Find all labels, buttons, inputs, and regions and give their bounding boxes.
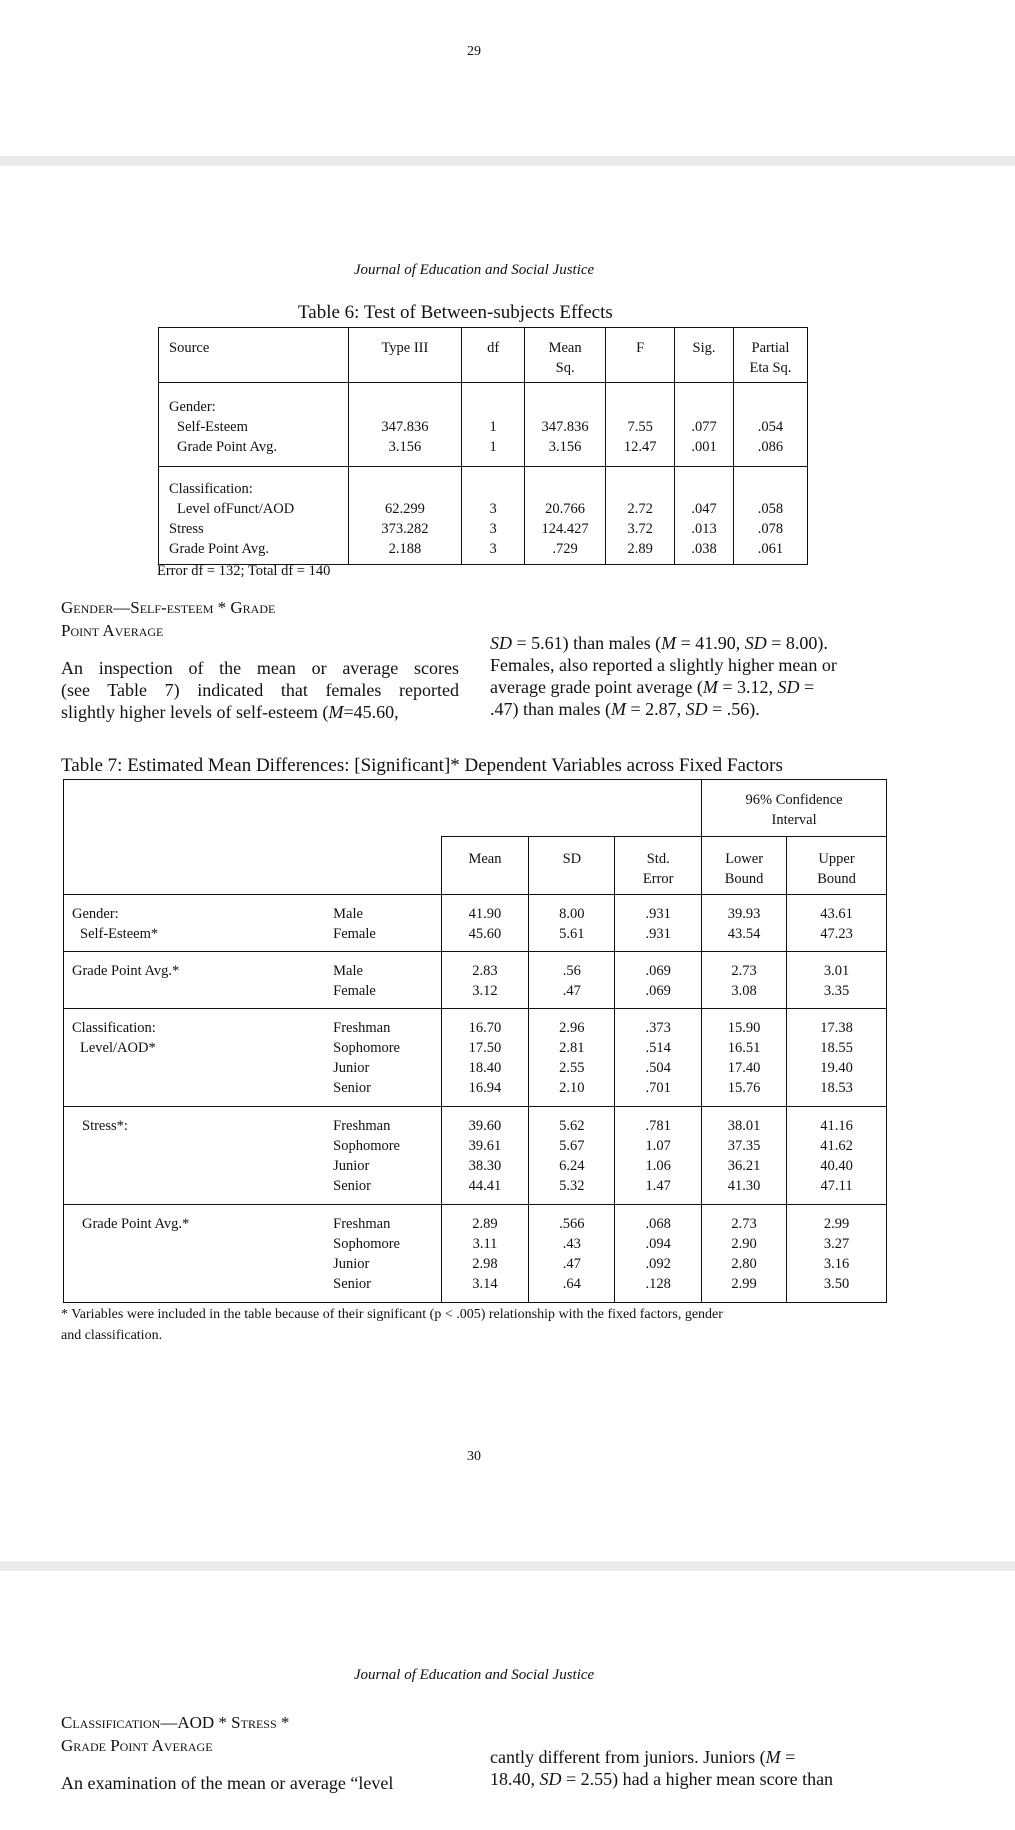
t6-gender-meansq: 347.836 3.156 — [525, 383, 606, 467]
table6-caption: Table 6: Test of Between-subjects Effects — [298, 302, 613, 323]
t6-gender-eta: .054 .086 — [733, 383, 807, 467]
t7-header-lower: Lower Bound — [702, 837, 787, 895]
table7-caption: Table 7: Estimated Mean Differences: [Significant]* Dependent Variables across Fixed Factors — [61, 755, 783, 776]
page-separator — [0, 156, 1015, 166]
table7-footnote: * Variables were included in the table because of their significant (p < .005) relationship with the fixed factors, gender and classification. — [61, 1307, 723, 1343]
t6-gender-type3: 347.836 3.156 — [348, 383, 462, 467]
table6 — [158, 327, 808, 565]
t6-header-df: df — [462, 328, 525, 383]
t6-header-sig: Sig. — [675, 328, 734, 383]
t6-header-eta: Partial Eta Sq. — [733, 328, 807, 383]
t6-class-eta: .058 .078 .061 — [733, 467, 807, 565]
t7-header-sd: SD — [529, 837, 615, 895]
t6-gender-labels: Gender: Self-Esteem Grade Point Avg. — [159, 383, 349, 467]
t6-gender-df: 1 1 — [462, 383, 525, 467]
t6-class-type3: 62.299 373.282 2.188 — [348, 467, 462, 565]
page-number-top: 29 — [467, 44, 481, 59]
t7-header-se: Std. Error — [615, 837, 702, 895]
section2-heading: Classification—AOD * Stress * Grade Point Average — [61, 1713, 290, 1755]
section1-heading: Gender—Self-esteem * Grade Point Average — [61, 598, 276, 640]
page-number-middle: 30 — [467, 1449, 481, 1464]
table6-footnote: Error df = 132; Total df = 140 — [157, 563, 331, 579]
t6-gender-sig: .077 .001 — [675, 383, 734, 467]
t7-ci-header: 96% Confidence Interval — [702, 780, 887, 837]
section1-right-text: SD = 5.61) than males (M = 41.90, SD = 8.00). Females, also reported a slightly higher mean or average grade point average (M = 3.12, SD = .47) than males (M = 2.87, SD = .56). — [490, 633, 837, 719]
journal-title-2: Journal of Education and Social Justice — [353, 1667, 595, 1683]
t6-header-f: F — [606, 328, 675, 383]
section2-right-text: cantly different from juniors. Juniors (M = 18.40, SD = 2.55) had a higher mean score than — [490, 1747, 834, 1789]
t7-header-mean: Mean — [441, 837, 529, 895]
page-separator-2 — [0, 1561, 1015, 1571]
t6-class-sig: .047 .013 .038 — [675, 467, 734, 565]
t7-header-upper: Upper Bound — [787, 837, 887, 895]
t6-class-f: 2.72 3.72 2.89 — [606, 467, 675, 565]
t6-header-mean-sq: Mean Sq. — [525, 328, 606, 383]
t7-group-gender-self-esteem: Gender: Self-Esteem* Male Female 41.90 45.60 8.00 5.61 .931 .931 39.93 43.54 43.61 47.23 — [64, 895, 887, 952]
t6-gender-f: 7.55 12.47 — [606, 383, 675, 467]
t7-group-classification-gpa: Grade Point Avg.* Freshman Sophomore Junior Senior 2.89 3.11 2.98 3.14 .566 .43 .47 .64 .068 .094 .092 .128 2.73 2.90 2.80 2.99 2.99 3.27 3.16 3.50 — [64, 1205, 887, 1303]
t6-class-labels: Classification: Level ofFunct/AOD Stress Grade Point Avg. — [159, 467, 349, 565]
t7-group-stress: Stress*: Freshman Sophomore Junior Senior 39.60 39.61 38.30 44.41 5.62 5.67 6.24 5.32 .781 1.07 1.06 1.47 38.01 37.35 36.21 41.30 41.16 41.62 40.40 47.11 — [64, 1107, 887, 1205]
t6-class-df: 3 3 3 — [462, 467, 525, 565]
section1-left-text: An inspection of the mean or average scores (see Table 7) indicated that females reported slightly higher levels of self-esteem (M=45.60, — [61, 658, 459, 722]
t6-header-type3: Type III — [348, 328, 462, 383]
t7-group-classification-aod: Classification: Level/AOD* Freshman Sophomore Junior Senior 16.70 17.50 18.40 16.94 2.96 2.81 2.55 2.10 .373 .514 .504 .701 15.90 16.51 17.40 15.76 17.38 18.55 19.40 18.53 — [64, 1009, 887, 1107]
table7 — [63, 779, 887, 1303]
section2-left-text: An examination of the mean or average “level — [61, 1773, 394, 1793]
t6-class-meansq: 20.766 124.427 .729 — [525, 467, 606, 565]
t6-header-source: Source — [159, 328, 349, 383]
journal-title: Journal of Education and Social Justice — [353, 262, 595, 278]
t7-group-gender-gpa: Grade Point Avg.* Male Female 2.83 3.12 .56 .47 .069 .069 2.73 3.08 3.01 3.35 — [64, 952, 887, 1009]
